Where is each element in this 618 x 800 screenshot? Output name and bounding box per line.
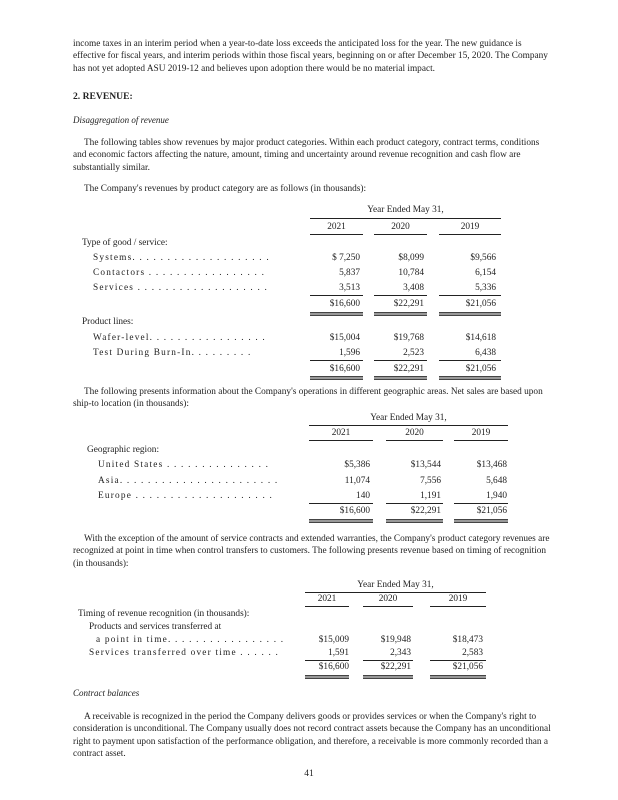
cell-value: 7,556 xyxy=(420,476,441,486)
year-header: 2019 xyxy=(448,594,468,604)
row-label: United States . . . . . . . . . . . . . . . xyxy=(98,460,270,470)
cell-value: 10,784 xyxy=(398,268,424,278)
cell-value: $9,566 xyxy=(470,253,496,263)
cell-value: $14,618 xyxy=(465,333,496,343)
cell-value: $13,544 xyxy=(410,460,441,470)
cell-value: 1,596 xyxy=(339,348,360,358)
cell-value: 1,191 xyxy=(420,491,441,501)
page-number: 41 xyxy=(304,769,314,779)
row-label: a point in time. . . . . . . . . . . . . . . . . xyxy=(96,635,285,645)
year-header: 2021 xyxy=(317,594,337,604)
cell-value: 2,523 xyxy=(403,348,424,358)
cell-value: $19,948 xyxy=(380,635,411,645)
paragraph-disaggregation: The following tables show revenues by major product categories. Within each product category, contract terms, conditions and economic factors affecting the nature, amount, timing and uncertainty around revenue recognition and cash flow are substantially similar. xyxy=(73,138,540,173)
cell-value: 6,438 xyxy=(475,348,496,358)
row-label: Contactors . . . . . . . . . . . . . . . . . xyxy=(93,268,266,278)
cell-value: 5,837 xyxy=(339,268,360,278)
cell-value: 5,336 xyxy=(475,283,496,293)
cell-value: $18,473 xyxy=(452,635,483,645)
paragraph-geographic: The following presents information about the Company's operations in different geographic areas. Net sales are based upon ship-to location (in thousands): xyxy=(73,387,543,410)
total-value: $21,056 xyxy=(476,506,507,516)
cell-value: $15,004 xyxy=(329,333,360,343)
total-value: $22,291 xyxy=(393,299,424,309)
total-value: $16,600 xyxy=(318,662,349,672)
paragraph-category-intro: The Company's revenues by product category are as follows (in thousands): xyxy=(84,184,367,194)
row-label: Services transferred over time . . . . . . xyxy=(89,648,280,658)
total-value: $22,291 xyxy=(393,364,424,374)
cell-value: 1,940 xyxy=(486,491,507,501)
cell-value: $8,099 xyxy=(398,253,424,263)
cell-value: $ 7,250 xyxy=(332,253,360,263)
paragraph-timing: With the exception of the amount of service contracts and extended warranties, the Company's product category revenues are recognized at point in time when control transfers to customers. The following presents revenue based on timing of recognition (in thousands): xyxy=(73,534,550,569)
total-value: $22,291 xyxy=(410,506,441,516)
row-label: Test During Burn-In. . . . . . . . . xyxy=(93,348,252,358)
year-header: 2019 xyxy=(471,428,491,438)
intro-paragraph: income taxes in an interim period when a year-to-date loss exceeds the anticipated loss for the year. The new guidance is effective for fiscal years, and interim periods within those fiscal years, beginning on or after December 15, 2020. The Company has not yet adopted ASU 2019-12 and believes upon adoption there would be no material impact. xyxy=(73,39,548,74)
row-label: Wafer-level. . . . . . . . . . . . . . . . . xyxy=(93,333,266,343)
year-header: 2020 xyxy=(405,428,424,438)
year-header: 2021 xyxy=(327,222,346,232)
total-value: $16,600 xyxy=(329,364,360,374)
period-header: Year Ended May 31, xyxy=(357,580,434,590)
total-value: $22,291 xyxy=(380,662,411,672)
row-label: Europe . . . . . . . . . . . . . . . . . . . . xyxy=(98,491,274,501)
period-header: Year Ended May 31, xyxy=(370,413,447,423)
total-value: $16,600 xyxy=(329,299,360,309)
year-header: 2020 xyxy=(378,594,398,604)
subheading-contract-balances: Contract balances xyxy=(73,688,140,698)
group-label: Geographic region: xyxy=(87,445,160,455)
group-label: Product lines: xyxy=(82,317,134,327)
cell-value: 1,591 xyxy=(328,648,349,658)
paragraph-contract-balances: A receivable is recognized in the period the Company delivers goods or provides services or when the Company's right to consideration is unconditional. The Company usually does not record contract assets because the Company has an unconditional right to payment upon satisfaction of the performance obligation, and therefore, a receivable is more commonly recorded than a contract asset. xyxy=(73,712,551,759)
group-label: Timing of revenue recognition (in thousands): xyxy=(78,609,250,619)
row-label: Products and services transferred at xyxy=(89,622,222,632)
subheading-disaggregation: Disaggregation of revenue xyxy=(73,115,169,125)
row-label: Systems. . . . . . . . . . . . . . . . . . . . xyxy=(93,253,270,263)
group-label: Type of good / service: xyxy=(82,238,168,248)
cell-value: $19,768 xyxy=(393,333,424,343)
period-header: Year Ended May 31, xyxy=(367,205,444,215)
cell-value: 140 xyxy=(356,491,370,501)
total-value: $21,056 xyxy=(452,662,483,672)
section-heading: 2. REVENUE: xyxy=(73,91,133,102)
total-value: $16,600 xyxy=(339,506,370,516)
total-value: $21,056 xyxy=(465,299,496,309)
cell-value: $13,468 xyxy=(476,460,507,470)
cell-value: 3,408 xyxy=(403,283,424,293)
cell-value: 2,343 xyxy=(390,648,411,658)
cell-value: 11,074 xyxy=(344,476,370,486)
year-header: 2019 xyxy=(460,222,480,232)
row-label: Asia. . . . . . . . . . . . . . . . . . . . . . . xyxy=(98,476,279,486)
cell-value: $5,386 xyxy=(344,460,370,470)
year-header: 2020 xyxy=(391,222,410,232)
cell-value: 2,583 xyxy=(462,648,483,658)
total-value: $21,056 xyxy=(465,364,496,374)
cell-value: 5,648 xyxy=(486,476,507,486)
cell-value: 6,154 xyxy=(475,268,496,278)
row-label: Services . . . . . . . . . . . . . . . . . . . xyxy=(93,283,269,293)
cell-value: $15,009 xyxy=(318,635,349,645)
year-header: 2021 xyxy=(331,428,351,438)
cell-value: 3,513 xyxy=(339,283,360,293)
